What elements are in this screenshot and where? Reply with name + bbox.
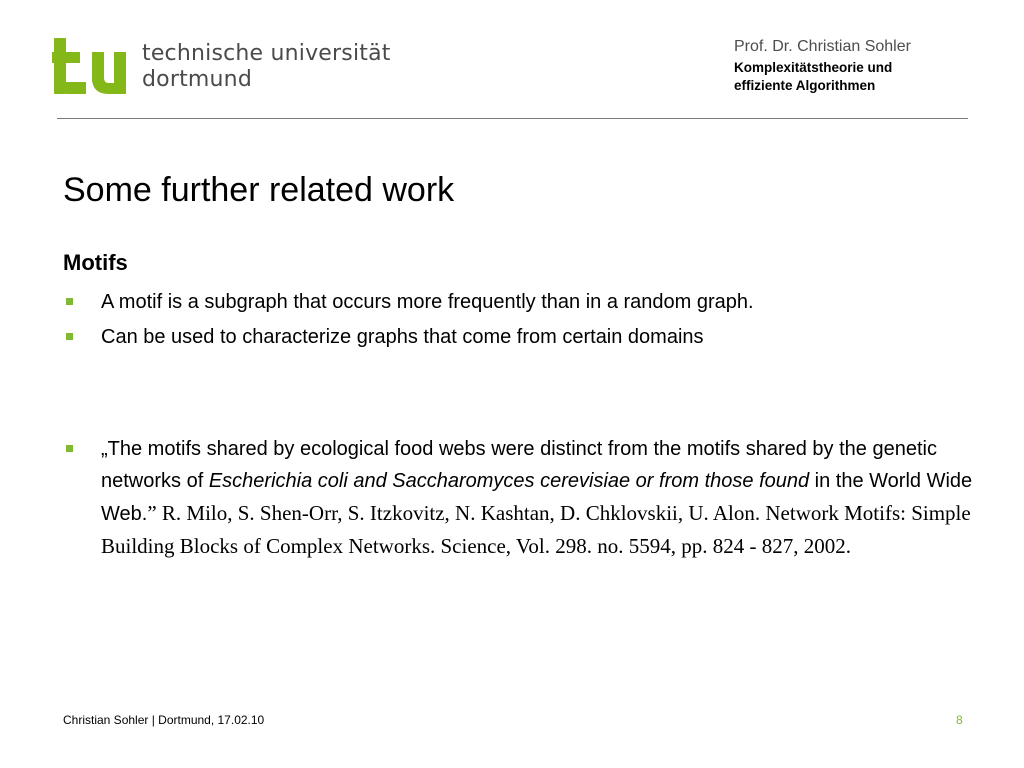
logo-text-line2: dortmund bbox=[142, 67, 252, 92]
quote-close-mark: ” bbox=[147, 501, 157, 525]
logo-text-line1: technische universität bbox=[142, 41, 391, 66]
quote-italic: Escherichia coli and Saccharomyces cerevisiae or from those found bbox=[208, 470, 810, 492]
chair-name bbox=[734, 59, 1014, 95]
bullet-square-icon bbox=[66, 333, 73, 340]
bullet-square-icon bbox=[66, 445, 73, 452]
chair-line1: Komplexitätstheorie und bbox=[734, 60, 893, 75]
quote-text bbox=[101, 433, 991, 563]
bullet-text: Can be used to characterize graphs that come from certain domains bbox=[101, 326, 704, 348]
footer-author-date: Christian Sohler | Dortmund, 17.02.10 bbox=[63, 713, 265, 727]
bullet-text: A motif is a subgraph that occurs more frequently than in a random graph. bbox=[101, 291, 754, 313]
quote-citation: R. Milo, S. Shen-Orr, S. Itzkovitz, N. Kashtan, D. Chklovskii, U. Alon. Network Motifs: Simple Building Blocks of Complex Networks. Science, Vol. 298. no. 5594, pp. 824 - 827, 2002. bbox=[101, 501, 971, 558]
slide-title: Some further related work bbox=[63, 171, 455, 209]
professor-name: Prof. Dr. Christian Sohler bbox=[734, 38, 911, 55]
quote-part2: in the World Wide Web. bbox=[101, 470, 973, 525]
header-info bbox=[734, 37, 1014, 95]
chair-line2: effiziente Algorithmen bbox=[734, 78, 876, 93]
quote-part1: „The motifs shared by ecological food webs were distinct from the motifs shared by the genetic networks of bbox=[101, 438, 937, 492]
page-number: 8 bbox=[956, 713, 963, 727]
section-heading: Motifs bbox=[63, 250, 128, 275]
bullet-square-icon bbox=[66, 298, 73, 305]
tu-logo-icon bbox=[52, 38, 128, 94]
header-divider bbox=[57, 118, 968, 119]
university-name bbox=[142, 41, 462, 93]
